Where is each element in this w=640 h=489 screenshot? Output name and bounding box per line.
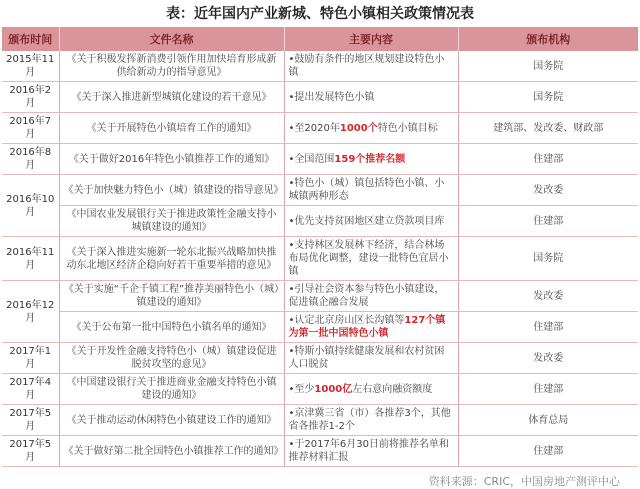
content-text: •支持林区发展林下经济，结合林场布局优化调整，建设一批特色宜居小镇 <box>288 240 449 277</box>
table-row <box>2 175 638 206</box>
table-row <box>2 281 638 312</box>
content-cell <box>284 51 458 82</box>
date-cell: 2017年4月 <box>2 374 59 405</box>
org-cell: 住建部 <box>458 436 638 467</box>
content-text: •优先支持贫困地区建立贷款项目库 <box>288 215 445 227</box>
content-cell <box>284 175 458 206</box>
table-row <box>2 405 638 436</box>
date-cell: 2016年8月 <box>2 144 59 175</box>
content-cell <box>284 436 458 467</box>
content-highlight: 159个推荐名额 <box>334 153 406 165</box>
header-org: 颁布机构 <box>458 27 638 51</box>
content-text: •京津冀三省（市）各推荐3个，其他省各推荐1-2个 <box>288 408 451 432</box>
table-row <box>2 82 638 113</box>
document-cell: 《关于做好第二批全国特色小镇推荐工作的通知》 <box>59 436 284 467</box>
table-row <box>2 312 638 343</box>
date-cell: 2016年10月 <box>2 175 59 237</box>
content-cell <box>284 82 458 113</box>
policy-table <box>2 27 638 467</box>
org-cell: 国务院 <box>458 82 638 113</box>
document-cell: 《关于推动运动休闲特色小镇建设工作的通知》 <box>59 405 284 436</box>
content-highlight: 1000个 <box>339 122 378 134</box>
date-cell: 2016年2月 <box>2 82 59 113</box>
table-title: 表：近年国内产业新城、特色小镇相关政策情况表 <box>166 6 474 22</box>
content-text: •至少 <box>288 383 315 395</box>
content-text: •于2017年6月30日前将推荐名单和推荐材料汇报 <box>288 439 449 463</box>
document-cell: 《中国农业发展银行关于推进政策性金融支持小城镇建设的通知》 <box>59 206 284 237</box>
document-cell: 《关于做好2016年特色小镇推荐工作的通知》 <box>59 144 284 175</box>
date-cell: 2016年7月 <box>2 113 59 144</box>
content-text: •特色小（城）镇包括特色小镇、小城镇两种形态 <box>288 178 445 202</box>
org-cell: 住建部 <box>458 206 638 237</box>
content-text: •引导社会资本参与特色小镇建设，促进镇企融合发展 <box>288 284 445 308</box>
header-content: 主要内容 <box>284 27 458 51</box>
content-text: •鼓励有条件的地区规划建设特色小镇 <box>288 54 445 78</box>
document-cell: 《关于深入推进新型城镇化建设的若干意见》 <box>59 82 284 113</box>
org-cell: 体育总局 <box>458 405 638 436</box>
content-cell <box>284 206 458 237</box>
table-row <box>2 436 638 467</box>
table-header-row <box>2 27 638 51</box>
content-text: 左右意向融资额度 <box>352 383 433 395</box>
table-row <box>2 343 638 374</box>
table-row <box>2 144 638 175</box>
date-cell: 2016年12月 <box>2 281 59 343</box>
org-cell: 发改委 <box>458 281 638 312</box>
org-cell: 国务院 <box>458 237 638 281</box>
org-cell: 住建部 <box>458 144 638 175</box>
table-row <box>2 206 638 237</box>
table-row <box>2 113 638 144</box>
content-cell <box>284 312 458 343</box>
document-cell: 《关于积极发挥新消费引领作用加快培育形成新供给新动力的指导意见》 <box>59 51 284 82</box>
document-cell: 《关于加快魅力特色小（城）镇建设的指导意见》 <box>59 175 284 206</box>
org-cell: 住建部 <box>458 374 638 405</box>
content-text: •提出发展特色小镇 <box>288 91 375 103</box>
header-document: 文件名称 <box>59 27 284 51</box>
document-cell: 《关于公布第一批中国特色小镇名单的通知》 <box>59 312 284 343</box>
content-text: •至2020年 <box>288 122 340 134</box>
table-row <box>2 51 638 82</box>
org-cell: 国务院 <box>458 51 638 82</box>
content-text: •特斯小镇持续健康发展和农村贫困人口脱贫 <box>288 346 445 370</box>
content-text: •全国范围 <box>288 153 335 165</box>
document-cell: 《关于深入推进实施新一轮东北振兴战略加快推动东北地区经济企稳向好若干重要举措的意见》 <box>59 237 284 281</box>
date-cell: 2016年11月 <box>2 237 59 281</box>
content-cell <box>284 405 458 436</box>
table-row <box>2 237 638 281</box>
content-cell <box>284 281 458 312</box>
content-cell <box>284 144 458 175</box>
date-cell: 2017年5月 <box>2 405 59 436</box>
content-cell <box>284 343 458 374</box>
content-cell <box>284 374 458 405</box>
document-cell: 《关于实施“千企千镇工程”推荐美丽特色小（城）镇建设的通知》 <box>59 281 284 312</box>
content-cell <box>284 237 458 281</box>
date-cell: 2017年5月 <box>2 436 59 467</box>
table-row <box>2 374 638 405</box>
content-cell <box>284 113 458 144</box>
org-cell: 发改委 <box>458 343 638 374</box>
org-cell: 住建部 <box>458 312 638 343</box>
content-text: •认定北京房山区长沟镇等 <box>288 315 405 326</box>
org-cell: 发改委 <box>458 175 638 206</box>
header-date: 颁布时间 <box>2 27 59 51</box>
content-text: 特色小镇目标 <box>377 122 438 134</box>
content-highlight: 127个镇为第一批中国特色小镇 <box>288 315 446 339</box>
document-cell: 《关于开展特色小镇培育工作的通知》 <box>59 113 284 144</box>
date-cell: 2017年1月 <box>2 343 59 374</box>
content-highlight: 1000亿 <box>314 383 353 395</box>
date-cell: 2015年11月 <box>2 51 59 82</box>
document-cell: 《中国建设银行关于推进商业金融支持特色小镇建设的通知》 <box>59 374 284 405</box>
org-cell: 建筑部、发改委、财政部 <box>458 113 638 144</box>
document-cell: 《关于开发性金融支持特色小（城）镇建设促进脱贫攻坚的意见》 <box>59 343 284 374</box>
source-note: 资料来源：CRIC，中国房地产测评中心 <box>428 475 620 488</box>
